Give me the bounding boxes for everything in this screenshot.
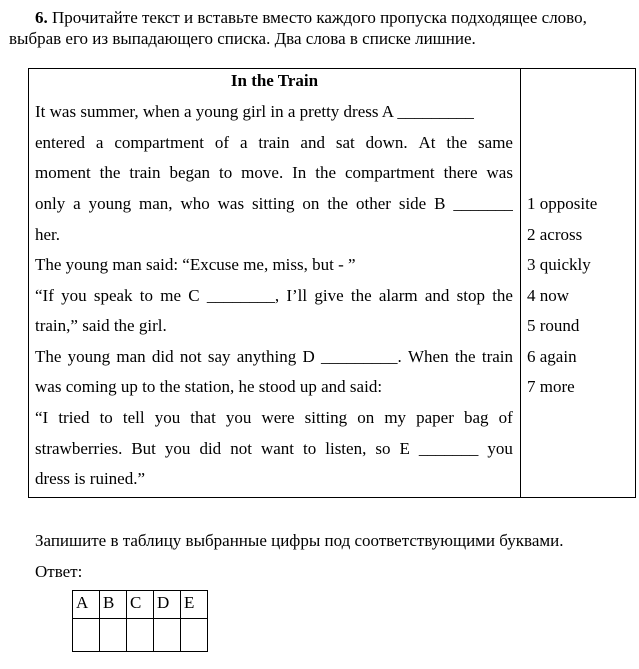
passage-word: When — [408, 347, 449, 366]
passage-word: strawberries. — [35, 439, 123, 458]
answer-table — [72, 590, 208, 652]
options-cell — [521, 69, 636, 498]
passage-word: a — [95, 133, 104, 152]
passage-word: move. — [241, 163, 284, 182]
passage-word: the — [454, 347, 476, 366]
passage-word: so — [375, 439, 391, 458]
passage-word: you — [164, 439, 191, 458]
passage-word: say — [207, 347, 231, 366]
passage-word: man, — [139, 194, 173, 213]
passage-word: listen, — [325, 439, 367, 458]
passage-word: the — [99, 163, 121, 182]
option-item: 1 opposite — [527, 194, 598, 213]
passage-word: to — [303, 439, 317, 458]
passage-word: was — [217, 194, 245, 213]
passage-word: At — [418, 133, 436, 152]
answer-header-c: C — [127, 591, 154, 619]
passage-line — [35, 407, 513, 429]
answer-input-row — [73, 619, 208, 652]
option-item: 5 round — [527, 316, 580, 335]
passage-word: side — [398, 194, 427, 213]
answer-header-d: D — [154, 591, 181, 619]
passage-word: train,” said the girl. — [35, 316, 167, 335]
passage-word: young — [67, 347, 111, 366]
passage-line — [35, 376, 513, 398]
passage-word: only — [35, 194, 66, 213]
passage-word: anything — [236, 347, 297, 366]
passage-cell — [29, 69, 521, 498]
passage-word: you — [225, 408, 252, 427]
passage-line — [35, 162, 513, 184]
passage-word: you — [61, 286, 87, 305]
passage-word: down. — [365, 133, 408, 152]
passage-title: In the Train — [230, 71, 319, 90]
passage-line — [35, 438, 513, 460]
passage-word: there — [443, 163, 478, 182]
answer-cell-c[interactable] — [127, 619, 154, 652]
passage-line — [35, 193, 513, 215]
option-item: 6 again — [527, 347, 577, 366]
passage-word: the — [492, 286, 513, 305]
passage-word: not — [179, 347, 202, 366]
answer-cell-a[interactable] — [73, 619, 100, 652]
passage-line — [35, 132, 513, 154]
passage-word: B — [434, 194, 446, 213]
passage-word: other — [356, 194, 391, 213]
passage-word: on — [357, 408, 375, 427]
passage-word: train — [258, 133, 290, 152]
passage-word: compartment — [344, 163, 435, 182]
passage-line — [35, 101, 513, 123]
answer-cell-d[interactable] — [154, 619, 181, 652]
passage-word: give — [314, 286, 344, 305]
option-item: 2 across — [527, 225, 583, 244]
passage-word: to — [139, 286, 154, 305]
passage-word: of — [498, 408, 513, 427]
passage-word: sitting — [304, 408, 348, 427]
passage-word: tried — [58, 408, 90, 427]
passage-line — [35, 254, 513, 276]
answer-header-b: B — [100, 591, 127, 619]
passage-table — [28, 68, 636, 498]
passage-word: tell — [122, 408, 145, 427]
passage-word: “I — [35, 408, 49, 427]
passage-line — [35, 285, 513, 307]
answer-header-row — [73, 591, 208, 619]
passage-word: It was summer, when a young girl in a pretty dress A _________ — [35, 102, 474, 121]
passage-word: my — [384, 408, 407, 427]
task-statement — [9, 7, 634, 49]
option-item: 4 now — [527, 286, 570, 305]
passage-word: young — [88, 194, 132, 213]
passage-word: that — [190, 408, 216, 427]
passage-word: you — [487, 439, 513, 458]
passage-word: the — [446, 133, 468, 152]
passage-word: speak — [93, 286, 133, 305]
passage-word: sat — [335, 133, 355, 152]
passage-word: you — [154, 408, 181, 427]
passage-word: stop — [456, 286, 485, 305]
passage-word: sitting — [251, 194, 295, 213]
passage-word: to — [99, 408, 113, 427]
passage-word: did — [199, 439, 222, 458]
passage-word: In — [292, 163, 307, 182]
passage-word: The young man said: “Excuse me, miss, but - ” — [35, 255, 356, 274]
passage-line — [35, 346, 513, 368]
passage-word: the — [315, 163, 337, 182]
passage-word: “If — [35, 286, 54, 305]
passage-word: did — [151, 347, 174, 366]
passage-word: the — [350, 286, 372, 305]
task-text: Прочитайте текст и вставьте вместо каждого пропуска подходящее слово, выбрав его из выпадающего списка. Два слова в списке лишние. — [9, 8, 587, 48]
passage-word: me — [160, 286, 182, 305]
passage-word: moment — [35, 163, 91, 182]
passage-word: I’ll — [286, 286, 308, 305]
passage-word: dress is ruined.” — [35, 469, 146, 488]
passage-word: alarm — [378, 286, 418, 305]
passage-line — [35, 224, 513, 246]
passage-word: were — [261, 408, 295, 427]
answer-header-a: A — [73, 591, 100, 619]
answer-label: Ответ: — [35, 562, 83, 581]
passage-word: _________. — [321, 347, 402, 366]
passage-word: want — [260, 439, 294, 458]
task-number: 6. — [35, 8, 48, 27]
passage-word: who — [180, 194, 210, 213]
passage-word: a — [73, 194, 81, 213]
passage-word: same — [478, 133, 513, 152]
passage-line — [35, 315, 513, 337]
option-item: 3 quickly — [527, 255, 591, 274]
answer-header-e: E — [181, 591, 208, 619]
passage-word: and — [424, 286, 450, 305]
passage-word: the — [327, 194, 349, 213]
passage-word: of — [214, 133, 230, 152]
passage-word: train — [481, 347, 513, 366]
passage-word: a — [239, 133, 248, 152]
answer-cell-b[interactable] — [100, 619, 127, 652]
passage-word: D — [302, 347, 315, 366]
passage-word: ________, — [206, 286, 280, 305]
answer-instruction: Запишите в таблицу выбранные цифры под соответствующими буквами. — [35, 531, 564, 550]
passage-word: C — [188, 286, 200, 305]
passage-word: man — [116, 347, 146, 366]
passage-word: to — [219, 163, 233, 182]
passage-word: But — [131, 439, 156, 458]
answer-cell-e[interactable] — [181, 619, 208, 652]
passage-line — [35, 468, 513, 490]
passage-word: and — [300, 133, 325, 152]
option-item: 7 more — [527, 377, 575, 396]
passage-word: was — [486, 163, 513, 182]
passage-word: began — [169, 163, 211, 182]
passage-word: bag — [464, 408, 489, 427]
passage-word: train — [129, 163, 161, 182]
passage-word: not — [230, 439, 252, 458]
passage-word: The — [35, 347, 62, 366]
passage-word: compartment — [114, 133, 205, 152]
passage-word: her. — [35, 225, 61, 244]
passage-word: paper — [416, 408, 454, 427]
passage-word: on — [302, 194, 320, 213]
passage-word: _______ — [418, 439, 479, 458]
passage-word: was coming up to the station, he stood up and said: — [35, 377, 383, 396]
passage-word: E — [399, 439, 410, 458]
passage-word: entered — [35, 133, 86, 152]
passage-word: _______ — [453, 194, 513, 213]
